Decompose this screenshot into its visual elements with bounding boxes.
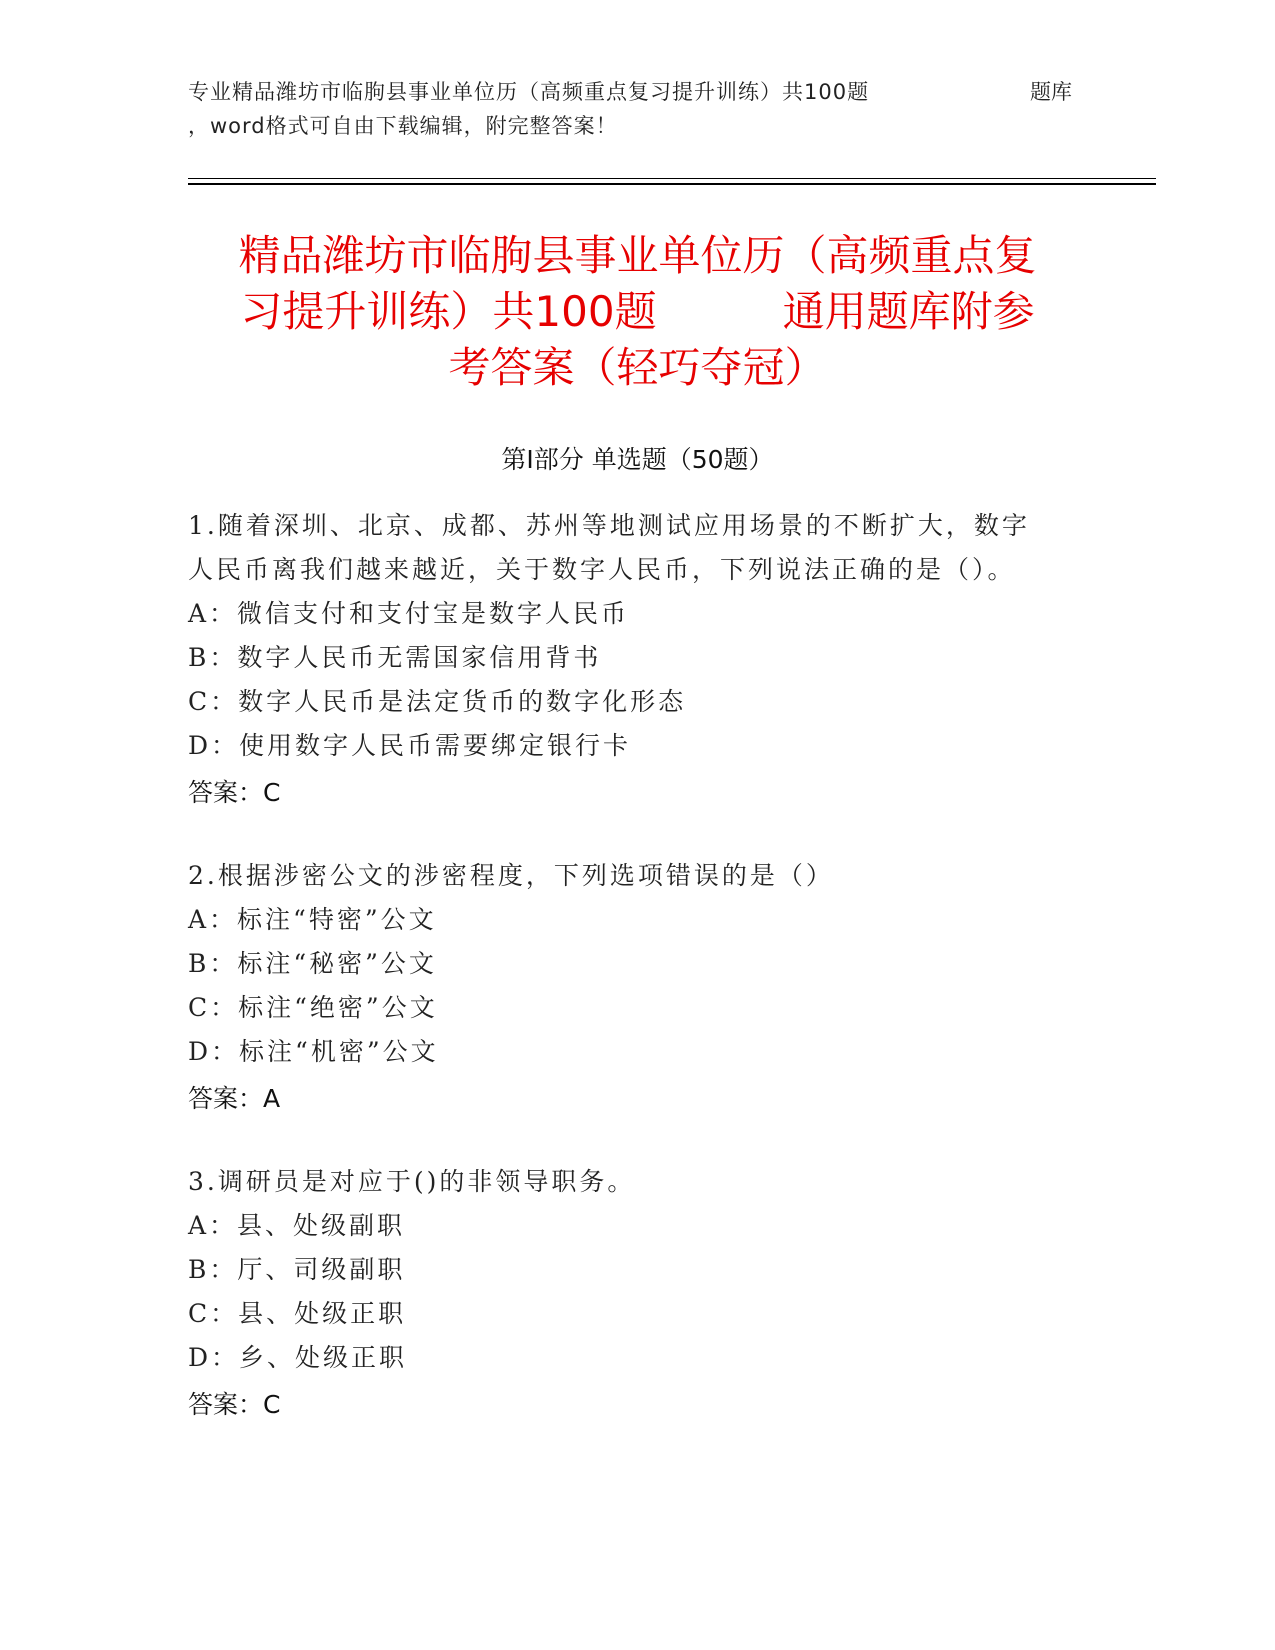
question-3-option-d: D：乡、处级正职 xyxy=(188,1343,408,1372)
question-1-answer: 答案：C xyxy=(188,778,281,807)
question-1-stem-line-2: 人民币离我们越来越近，关于数字人民币，下列说法正确的是（）。 xyxy=(188,555,1016,584)
header-divider-thin xyxy=(188,178,1156,179)
question-2-option-b: B：标注“秘密”公文 xyxy=(188,949,437,978)
question-1-option-c: C：数字人民币是法定货币的数字化形态 xyxy=(188,687,687,716)
header-divider-thick xyxy=(188,183,1156,185)
question-3-option-b: B：厅、司级副职 xyxy=(188,1255,406,1284)
header-line-1: 专业精品潍坊市临朐县事业单位历（高频重点复习提升训练）共100题 xyxy=(188,80,870,104)
question-1-stem-line-1: 1.随着深圳、北京、成都、苏州等地测试应用场景的不断扩大，数字 xyxy=(188,511,1030,540)
question-2-answer: 答案：A xyxy=(188,1084,281,1113)
section-title: 第Ⅰ部分 单选题（50题） xyxy=(501,445,774,474)
question-3-answer: 答案：C xyxy=(188,1390,281,1419)
question-3-option-c: C：县、处级正职 xyxy=(188,1299,407,1328)
question-1-option-b: B：数字人民币无需国家信用背书 xyxy=(188,643,602,672)
title-line-3: 考答案（轻巧夺冠） xyxy=(448,343,827,392)
question-2-option-a: A：标注“特密”公文 xyxy=(188,905,437,934)
question-2-option-c: C：标注“绝密”公文 xyxy=(188,993,438,1022)
question-2-option-d: D：标注“机密”公文 xyxy=(188,1037,439,1066)
document-title xyxy=(150,228,1125,396)
question-2-stem: 2.根据涉密公文的涉密程度，下列选项错误的是（） xyxy=(188,861,834,890)
question-1-option-d: D：使用数字人民币需要绑定银行卡 xyxy=(188,731,632,760)
header-line-2: ，word格式可自由下载编辑，附完整答案！ xyxy=(188,114,618,138)
title-line-1: 精品潍坊市临朐县事业单位历（高频重点复 xyxy=(238,231,1037,280)
question-1-option-a: A：微信支付和支付宝是数字人民币 xyxy=(188,599,630,628)
header-line-1-right: 题库 xyxy=(1030,80,1072,104)
question-3-stem: 3.调研员是对应于()的非领导职务。 xyxy=(188,1167,636,1196)
question-3-option-a: A：县、处级副职 xyxy=(188,1211,406,1240)
title-line-2: 习提升训练）共100题 通用题库附参 xyxy=(240,287,1035,336)
